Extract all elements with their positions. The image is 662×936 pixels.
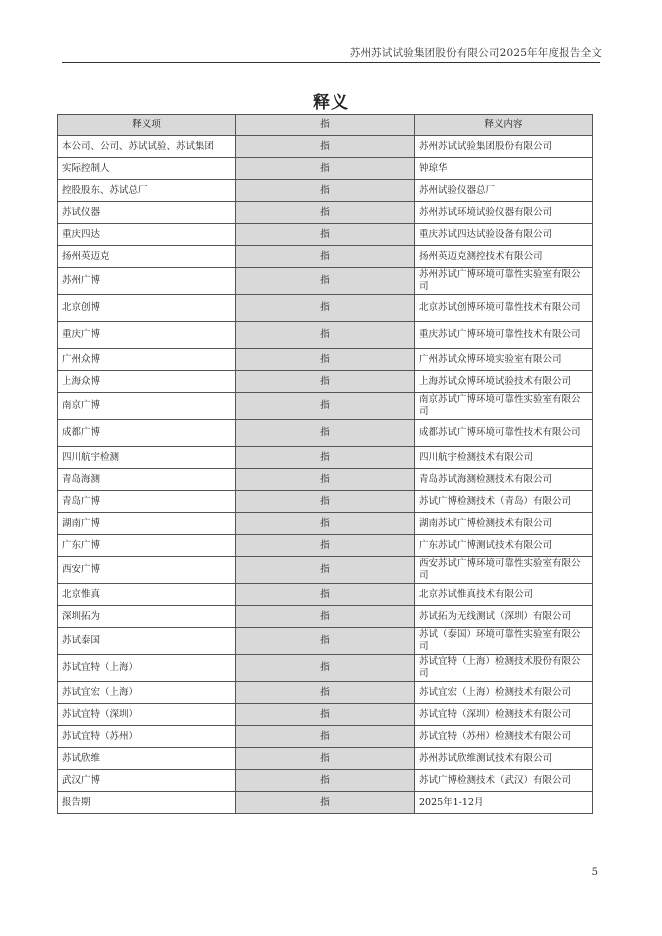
term-cell: 广州众博: [58, 349, 236, 371]
table-row: [58, 371, 593, 393]
term-cell: 苏试宜宏（上海）: [58, 682, 236, 704]
term-cell: 四川航宇检测: [58, 447, 236, 469]
definition-cell: 苏州苏试环境试验仪器有限公司: [415, 202, 593, 224]
definition-cell: 苏试（泰国）环境可靠性实验室有限公司: [415, 628, 593, 655]
term-cell: 北京创博: [58, 295, 236, 322]
refers-cell: 指: [236, 295, 415, 322]
definition-cell: 苏试宜特（深圳）检测技术有限公司: [415, 704, 593, 726]
page-title: 释义: [313, 93, 349, 113]
table-header-row: [58, 115, 593, 136]
term-cell: 苏州广博: [58, 268, 236, 295]
refers-cell: 指: [236, 420, 415, 447]
refers-cell: 指: [236, 393, 415, 420]
definition-cell: 北京苏试惟真技术有限公司: [415, 584, 593, 606]
header-divider: [62, 62, 600, 63]
definition-cell: 2025年1-12月: [415, 792, 593, 814]
definition-cell: 重庆苏试广博环境可靠性技术有限公司: [415, 322, 593, 349]
term-cell: 控股股东、苏试总厂: [58, 180, 236, 202]
definition-cell: 苏州苏试欣维测试技术有限公司: [415, 748, 593, 770]
table-row: [58, 584, 593, 606]
refers-cell: 指: [236, 513, 415, 535]
table-row: [58, 748, 593, 770]
refers-cell: 指: [236, 469, 415, 491]
table-row: [58, 246, 593, 268]
refers-cell: 指: [236, 322, 415, 349]
table-row: [58, 726, 593, 748]
header-definition: 释义内容: [415, 115, 593, 136]
refers-cell: 指: [236, 748, 415, 770]
definition-cell: 苏试广博检测技术（武汉）有限公司: [415, 770, 593, 792]
term-cell: 武汉广博: [58, 770, 236, 792]
refers-cell: 指: [236, 628, 415, 655]
refers-cell: 指: [236, 792, 415, 814]
definitions-table: [57, 114, 593, 814]
table-row: [58, 447, 593, 469]
term-cell: 青岛海测: [58, 469, 236, 491]
definition-cell: 苏州苏试试验集团股份有限公司: [415, 136, 593, 158]
term-cell: 湖南广博: [58, 513, 236, 535]
table-row: [58, 682, 593, 704]
refers-cell: 指: [236, 246, 415, 268]
refers-cell: 指: [236, 557, 415, 584]
definition-cell: 成都苏试广博环境可靠性技术有限公司: [415, 420, 593, 447]
term-cell: 苏试仪器: [58, 202, 236, 224]
refers-cell: 指: [236, 655, 415, 682]
table-row: [58, 158, 593, 180]
table-row: [58, 268, 593, 295]
definition-cell: 上海苏试众博环境试验技术有限公司: [415, 371, 593, 393]
refers-cell: 指: [236, 158, 415, 180]
definition-cell: 湖南苏试广博检测技术有限公司: [415, 513, 593, 535]
term-cell: 苏试宜特（苏州）: [58, 726, 236, 748]
definition-cell: 苏试宜特（上海）检测技术股份有限公司: [415, 655, 593, 682]
definition-cell: 苏试广博检测技术（青岛）有限公司: [415, 491, 593, 513]
table-row: [58, 469, 593, 491]
refers-cell: 指: [236, 268, 415, 295]
term-cell: 苏试欣维: [58, 748, 236, 770]
page-number: 5: [591, 867, 598, 878]
refers-cell: 指: [236, 202, 415, 224]
table-row: [58, 224, 593, 246]
definition-cell: 南京苏试广博环境可靠性实验室有限公司: [415, 393, 593, 420]
definition-cell: 扬州英迈克测控技术有限公司: [415, 246, 593, 268]
table-row: [58, 180, 593, 202]
definition-cell: 北京苏试创博环境可靠性技术有限公司: [415, 295, 593, 322]
table-row: [58, 393, 593, 420]
table-row: [58, 322, 593, 349]
term-cell: 深圳拓为: [58, 606, 236, 628]
refers-cell: 指: [236, 136, 415, 158]
table-row: [58, 136, 593, 158]
term-cell: 本公司、公司、苏试试验、苏试集团: [58, 136, 236, 158]
table-row: [58, 513, 593, 535]
definition-cell: 广东苏试广博测试技术有限公司: [415, 535, 593, 557]
definition-cell: 苏试宜宏（上海）检测技术有限公司: [415, 682, 593, 704]
refers-cell: 指: [236, 491, 415, 513]
refers-cell: 指: [236, 371, 415, 393]
definition-cell: 苏州试验仪器总厂: [415, 180, 593, 202]
term-cell: 苏试宜特（上海）: [58, 655, 236, 682]
refers-cell: 指: [236, 770, 415, 792]
refers-cell: 指: [236, 726, 415, 748]
table-row: [58, 770, 593, 792]
refers-cell: 指: [236, 180, 415, 202]
term-cell: 重庆广博: [58, 322, 236, 349]
table-row: [58, 557, 593, 584]
running-header: 苏州苏试试验集团股份有限公司2025年年度报告全文: [349, 47, 602, 59]
term-cell: 报告期: [58, 792, 236, 814]
table-row: [58, 704, 593, 726]
definition-cell: 苏试拓为无线测试（深圳）有限公司: [415, 606, 593, 628]
refers-cell: 指: [236, 704, 415, 726]
term-cell: 青岛广博: [58, 491, 236, 513]
term-cell: 广东广博: [58, 535, 236, 557]
table-row: [58, 295, 593, 322]
definition-cell: 广州苏试众博环境实验室有限公司: [415, 349, 593, 371]
header-refers: 指: [236, 115, 415, 136]
definition-cell: 苏州苏试广博环境可靠性实验室有限公司: [415, 268, 593, 295]
refers-cell: 指: [236, 584, 415, 606]
table-row: [58, 420, 593, 447]
definition-cell: 苏试宜特（苏州）检测技术有限公司: [415, 726, 593, 748]
term-cell: 重庆四达: [58, 224, 236, 246]
definition-cell: 青岛苏试海测检测技术有限公司: [415, 469, 593, 491]
term-cell: 西安广博: [58, 557, 236, 584]
term-cell: 北京惟真: [58, 584, 236, 606]
table-row: [58, 628, 593, 655]
term-cell: 成都广博: [58, 420, 236, 447]
refers-cell: 指: [236, 682, 415, 704]
table-row: [58, 349, 593, 371]
term-cell: 上海众博: [58, 371, 236, 393]
table-row: [58, 202, 593, 224]
refers-cell: 指: [236, 224, 415, 246]
table-row: [58, 606, 593, 628]
table-row: [58, 535, 593, 557]
table-row: [58, 792, 593, 814]
refers-cell: 指: [236, 349, 415, 371]
table-row: [58, 655, 593, 682]
term-cell: 实际控制人: [58, 158, 236, 180]
header-term: 释义项: [58, 115, 236, 136]
term-cell: 苏试宜特（深圳）: [58, 704, 236, 726]
refers-cell: 指: [236, 447, 415, 469]
refers-cell: 指: [236, 535, 415, 557]
term-cell: 扬州英迈克: [58, 246, 236, 268]
definition-cell: 西安苏试广博环境可靠性实验室有限公司: [415, 557, 593, 584]
term-cell: 南京广博: [58, 393, 236, 420]
table-row: [58, 491, 593, 513]
refers-cell: 指: [236, 606, 415, 628]
definition-cell: 钟琼华: [415, 158, 593, 180]
definition-cell: 重庆苏试四达试验设备有限公司: [415, 224, 593, 246]
term-cell: 苏试泰国: [58, 628, 236, 655]
definition-cell: 四川航宇检测技术有限公司: [415, 447, 593, 469]
